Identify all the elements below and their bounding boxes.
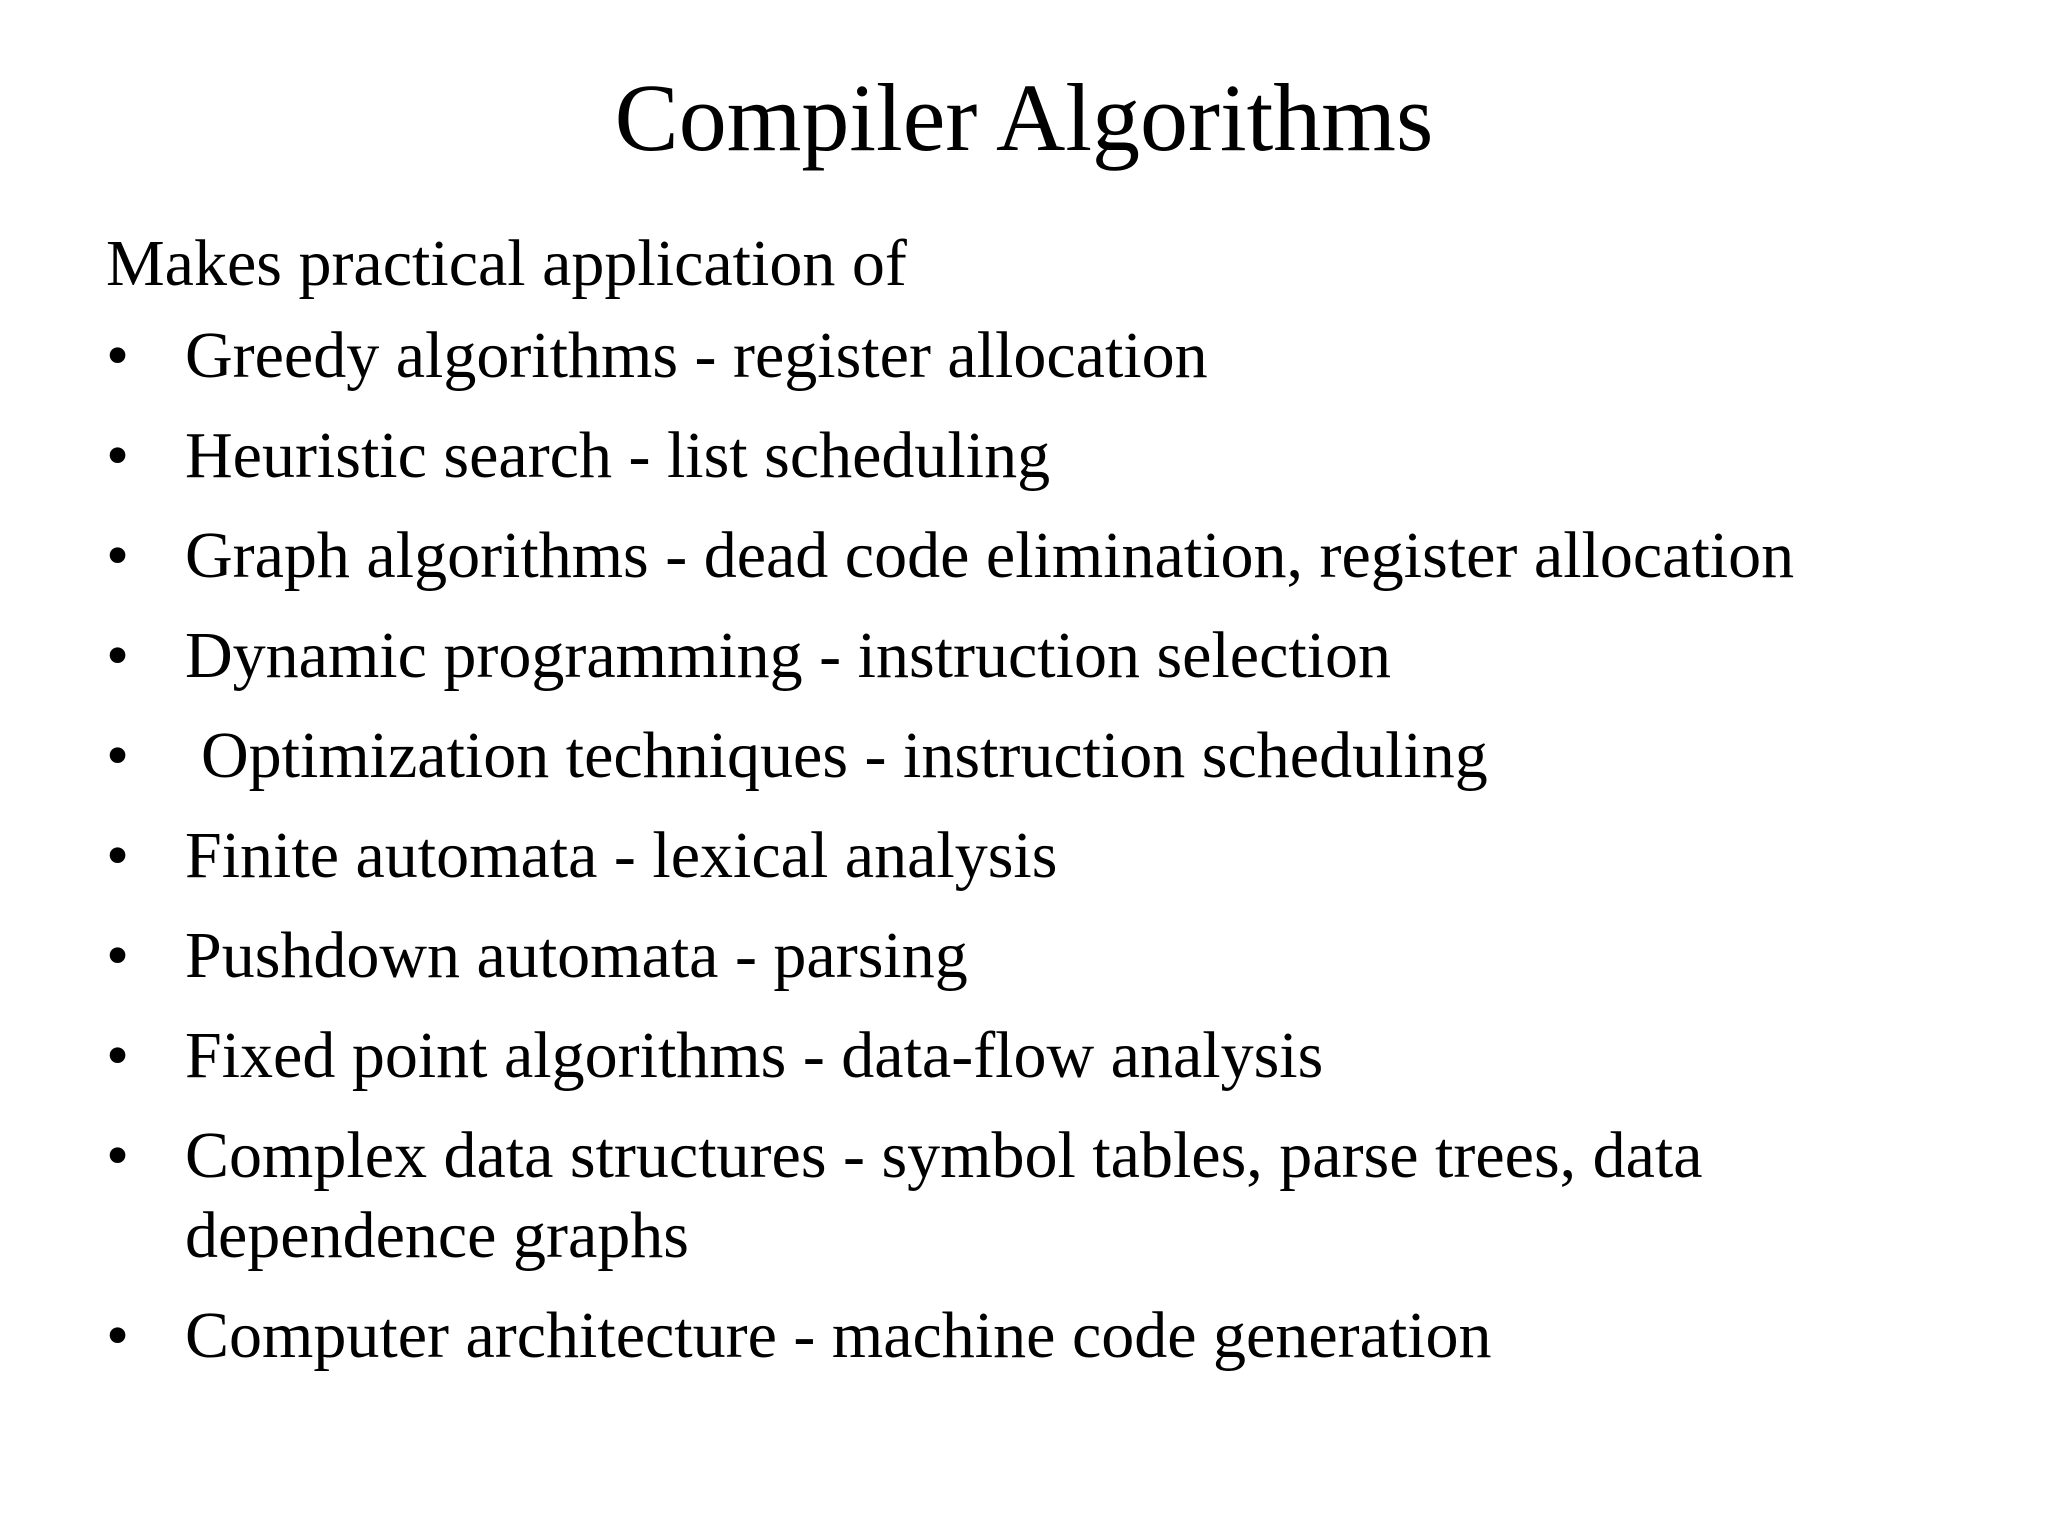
bullet-icon: • [106, 1019, 130, 1092]
bullet-icon: • [106, 419, 130, 492]
bullet-text: Optimization techniques - instruction scheduling [201, 719, 1488, 792]
bullet-icon: • [106, 1119, 130, 1192]
intro-text: Makes practical application of [106, 227, 907, 300]
bullet-text: Dynamic programming - instruction selection [185, 619, 1392, 692]
bullet-icon: • [106, 919, 130, 992]
bullet-icon: • [106, 719, 130, 792]
bullet-text: Greedy algorithms - register allocation [185, 319, 1208, 392]
bullet-icon: • [106, 1299, 130, 1372]
bullet-text: Complex data structures - symbol tables, parse trees, data dependence graphs [185, 1119, 1703, 1272]
bullet-text: Computer architecture - machine code generation [185, 1299, 1492, 1372]
bullet-icon: • [106, 619, 130, 692]
bullet-text: Finite automata - lexical analysis [185, 819, 1058, 892]
bullet-icon: • [106, 319, 130, 392]
bullet-text: Heuristic search - list scheduling [185, 419, 1051, 492]
bullet-icon: • [106, 819, 130, 892]
bullet-icon: • [106, 519, 130, 592]
slide-title: Compiler Algorithms [614, 64, 1434, 171]
bullet-text: Graph algorithms - dead code elimination, register allocation [185, 519, 1795, 592]
bullet-text: Pushdown automata - parsing [185, 919, 968, 992]
bullet-text: Fixed point algorithms - data-flow analysis [185, 1019, 1324, 1092]
